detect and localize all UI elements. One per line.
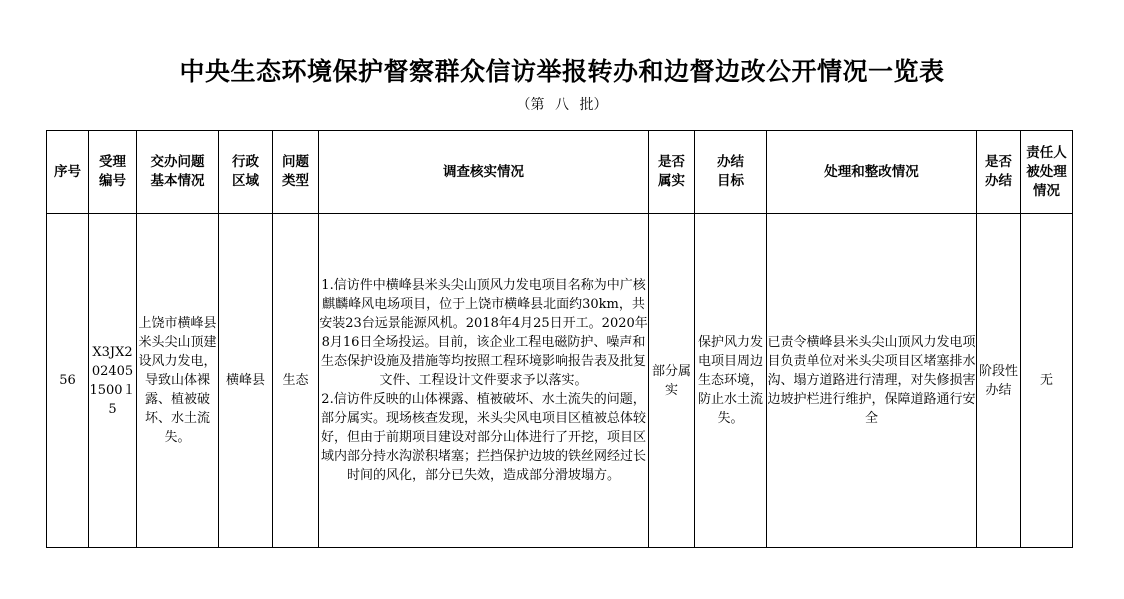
investigation-paragraph-1: 1.信访件中横峰县米头尖山顶风力发电项目名称为中广核麒麟峰风电场项目，位于上饶市横峰县北面约30km，共安装23台远景能源风机。2018年4月25日开工。2020年8月16日全场投运。目前，该企业工程电磁防护、噪声和生态保护设施及措施等均按照工程环境影响报告表及批复文件、工程设计文件要求予以落实。 <box>319 278 648 388</box>
cell-investigation <box>319 214 649 548</box>
document-title: 中央生态环境保护督察群众信访举报转办和边督边改公开情况一览表 <box>179 57 945 86</box>
header-index: 序号 <box>47 131 89 214</box>
header-investigation: 调查核实情况 <box>319 131 649 214</box>
header-issue-type: 问题 类型 <box>273 131 319 214</box>
header-target: 办结 目标 <box>695 131 767 214</box>
header-verified: 是否 属实 <box>649 131 695 214</box>
header-completed: 是否 办结 <box>977 131 1021 214</box>
cell-receipt-number: X3JX2024051500１5 <box>89 214 137 548</box>
cell-rectification: 已责令横峰县米头尖山顶风力发电项目负责单位对米头尖项目区堵塞排水沟、塌方道路进行清理，对失修损害边坡护栏进行维护，保障道路通行安全 <box>767 214 977 548</box>
document-subtitle: （第 八 批） <box>516 97 608 113</box>
header-region: 行政 区域 <box>219 131 273 214</box>
header-receipt-number: 受理 编号 <box>89 131 137 214</box>
cell-region: 横峰县 <box>219 214 273 548</box>
cell-issue-type: 生态 <box>273 214 319 548</box>
cell-issue-summary: 上饶市横峰县米头尖山顶建设风力发电，导致山体裸露、植被破坏、水土流失。 <box>137 214 219 548</box>
cell-verified: 部分属实 <box>649 214 695 548</box>
cell-accountability: 无 <box>1021 214 1073 548</box>
table-row <box>47 214 1073 548</box>
cell-completed: 阶段性办结 <box>977 214 1021 548</box>
header-rectification: 处理和整改情况 <box>767 131 977 214</box>
investigation-paragraph-2: 2.信访件反映的山体裸露、植被破坏、水土流失的问题，部分属实。现场核查发现，米头尖风电项目区植被总体较好，但由于前期项目建设对部分山体进行了开挖，项目区域内部分持水沟淤积堵塞；拦挡保护边坡的铁丝网经过长时间的风化，部分已失效，造成部分滑坡塌方。 <box>320 392 646 483</box>
table-header-row <box>47 131 1073 214</box>
cell-index: 56 <box>47 214 89 548</box>
report-table <box>46 130 1073 548</box>
cell-target: 保护风力发电项目周边生态环境，防止水土流失。 <box>695 214 767 548</box>
header-accountability: 责任人 被处理 情况 <box>1021 131 1073 214</box>
header-issue-summary: 交办问题 基本情况 <box>137 131 219 214</box>
